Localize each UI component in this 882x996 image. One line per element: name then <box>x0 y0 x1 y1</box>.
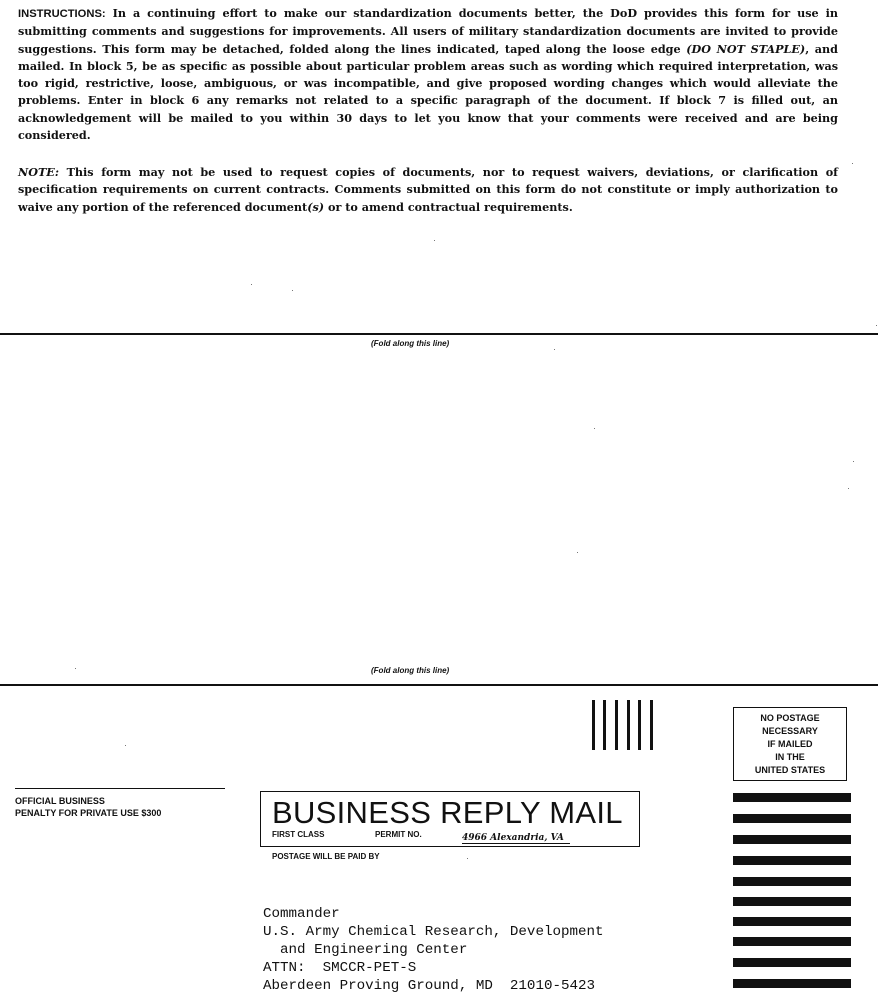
scan-speck <box>876 325 877 326</box>
indicia-stripe <box>733 979 851 988</box>
indicia-stripe <box>733 856 851 865</box>
scan-speck <box>251 284 252 285</box>
scan-speck <box>848 488 849 489</box>
indicia-stripe <box>733 958 851 967</box>
fold-line-bottom <box>0 684 878 686</box>
barcode-bar <box>615 700 618 750</box>
official-business-block <box>15 788 225 819</box>
address-line: and Engineering Center <box>263 942 468 958</box>
barcode-bar <box>650 700 653 750</box>
scan-speck <box>467 858 468 859</box>
indicia-stripe <box>733 877 851 886</box>
business-reply-mail-box <box>260 791 640 847</box>
do-not-staple-note: (DO NOT STAPLE) <box>686 41 806 56</box>
indicia-stripe <box>733 835 851 844</box>
scan-speck <box>853 461 854 462</box>
fold-line-top <box>0 333 878 335</box>
no-postage-line: IF MAILED <box>767 739 813 749</box>
indicia-stripe <box>733 793 851 802</box>
note-heading: NOTE: <box>18 165 59 179</box>
scan-speck <box>577 552 578 553</box>
address-line: U.S. Army Chemical Research, Development <box>263 924 604 940</box>
fold-label-bottom: (Fold along this line) <box>371 666 450 675</box>
note-text: This form may not be used to request copies of documents, nor to request waivers, deviations, or clarification of specification requirements on current contracts. Comments submitted on this form do not constitute or imply authorization to waive any portion of the referenced document <box>18 165 838 214</box>
permit-number: 4966 Alexandria, VA <box>462 833 570 844</box>
instructions-paragraph <box>18 5 838 144</box>
indicia-stripe <box>733 814 851 823</box>
scan-speck <box>125 745 126 746</box>
postage-paid-by-label: POSTAGE WILL BE PAID BY <box>272 852 380 861</box>
indicia-stripe <box>733 897 851 906</box>
business-reply-mail-title: BUSINESS REPLY MAIL <box>272 795 623 830</box>
no-postage-line: UNITED STATES <box>754 765 826 775</box>
address-line: Aberdeen Proving Ground, MD 21010-5423 <box>263 978 596 994</box>
scan-speck <box>292 290 293 291</box>
scan-speck <box>75 668 76 669</box>
no-postage-line: NECESSARY <box>762 726 818 736</box>
permit-label: PERMIT NO. <box>375 830 422 839</box>
instructions-text-continued: , and mailed. In block 5, be as specific as possible about particular problem areas such as wording which required interpretation, was too rigid, restrictive, loose, ambiguous, or was incompatible, and give proposed wording changes which would alleviate the problems. Enter in block 6 any remarks not related to a specific paragraph of the document. If block 7 is filled out, an acknowledgement will be mailed to you within 30 days to let you know that your comments were received and are being considered. <box>18 41 838 143</box>
note-paragraph <box>18 164 838 216</box>
scan-speck <box>852 163 853 164</box>
no-postage-box <box>733 707 847 781</box>
official-business-label: OFFICIAL BUSINESS <box>15 796 105 806</box>
indicia-stripe <box>733 937 851 946</box>
instructions-text: In a continuing effort to make our standardization documents better, the DoD provides this form for use in submitting comments and suggestions for improvements. All users of military standardization documents are invited to provide suggestions. This form may be detached, folded along the lines indicated, taped along the loose edge <box>18 6 838 56</box>
penalty-label: PENALTY FOR PRIVATE USE $300 <box>15 808 162 818</box>
barcode-bar <box>627 700 630 750</box>
note-text-end: or to amend contractual requirements. <box>324 199 573 214</box>
no-postage-line: NO POSTAGE <box>760 713 820 723</box>
address-line: Commander <box>263 906 340 922</box>
instructions-heading: INSTRUCTIONS: <box>18 8 106 20</box>
scan-speck <box>434 240 435 241</box>
note-text-suffix: (s) <box>307 199 325 214</box>
mailing-address <box>263 905 604 995</box>
first-class-label: FIRST CLASS <box>272 830 325 839</box>
no-postage-line: IN THE <box>775 752 805 762</box>
address-line: ATTN: SMCCR-PET-S <box>263 960 417 976</box>
indicia-stripe <box>733 917 851 926</box>
scan-speck <box>554 349 555 350</box>
barcode-bar <box>638 700 641 750</box>
fold-label-top: (Fold along this line) <box>371 339 450 348</box>
barcode-bar <box>603 700 606 750</box>
barcode-bar <box>592 700 595 750</box>
scan-speck <box>594 428 595 429</box>
